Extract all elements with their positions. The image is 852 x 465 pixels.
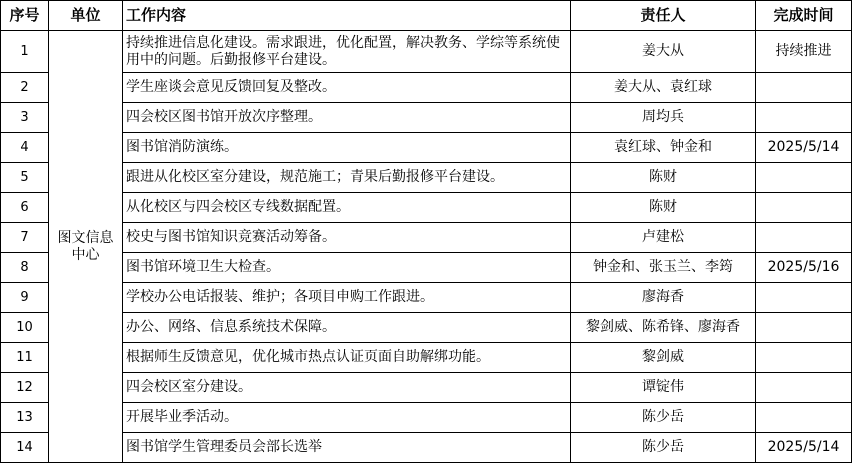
row-owner: 卢建松 xyxy=(571,223,756,253)
row-owner: 黎剑威 xyxy=(571,343,756,373)
row-time xyxy=(756,283,852,313)
row-content: 从化校区与四会校区专线数据配置。 xyxy=(123,193,571,223)
row-time xyxy=(756,193,852,223)
row-index: 14 xyxy=(1,433,49,463)
row-index: 7 xyxy=(1,223,49,253)
table-row xyxy=(1,223,852,253)
table-row xyxy=(1,103,852,133)
row-content: 学校办公电话报装、维护；各项目申购工作跟进。 xyxy=(123,283,571,313)
row-time xyxy=(756,373,852,403)
row-index: 3 xyxy=(1,103,49,133)
row-index: 12 xyxy=(1,373,49,403)
row-content: 四会校区室分建设。 xyxy=(123,373,571,403)
row-time xyxy=(756,103,852,133)
row-owner: 陈少岳 xyxy=(571,403,756,433)
row-content: 根据师生反馈意见，优化城市热点认证页面自助解绑功能。 xyxy=(123,343,571,373)
row-time xyxy=(756,343,852,373)
table-row xyxy=(1,73,852,103)
row-content: 校史与图书馆知识竞赛活动筹备。 xyxy=(123,223,571,253)
table-row xyxy=(1,133,852,163)
row-content: 图书馆消防演练。 xyxy=(123,133,571,163)
table-row xyxy=(1,193,852,223)
row-owner: 姜大从 xyxy=(571,31,756,73)
row-index: 11 xyxy=(1,343,49,373)
row-content: 办公、网络、信息系统技术保障。 xyxy=(123,313,571,343)
row-index: 1 xyxy=(1,31,49,73)
unit-cell: 图文信息中心 xyxy=(49,31,123,463)
row-content: 四会校区图书馆开放次序整理。 xyxy=(123,103,571,133)
header-time: 完成时间 xyxy=(756,1,852,31)
table-row xyxy=(1,253,852,283)
row-time: 2025/5/14 xyxy=(756,133,852,163)
row-index: 8 xyxy=(1,253,49,283)
table-row xyxy=(1,313,852,343)
row-index: 2 xyxy=(1,73,49,103)
row-index: 13 xyxy=(1,403,49,433)
row-time xyxy=(756,73,852,103)
row-owner: 袁红球、钟金和 xyxy=(571,133,756,163)
row-index: 6 xyxy=(1,193,49,223)
row-time: 2025/5/14 xyxy=(756,433,852,463)
header-unit: 单位 xyxy=(49,1,123,31)
row-owner: 黎剑威、陈希锋、廖海香 xyxy=(571,313,756,343)
table-row xyxy=(1,343,852,373)
header-owner: 责任人 xyxy=(571,1,756,31)
row-time: 持续推进 xyxy=(756,31,852,73)
row-owner: 姜大从、袁红球 xyxy=(571,73,756,103)
header-row xyxy=(1,1,852,31)
table-row xyxy=(1,163,852,193)
row-index: 9 xyxy=(1,283,49,313)
table-row xyxy=(1,403,852,433)
row-time xyxy=(756,163,852,193)
table-row xyxy=(1,283,852,313)
row-content: 开展毕业季活动。 xyxy=(123,403,571,433)
row-owner: 周均兵 xyxy=(571,103,756,133)
row-owner: 陈财 xyxy=(571,193,756,223)
header-index: 序号 xyxy=(1,1,49,31)
row-owner: 谭锭伟 xyxy=(571,373,756,403)
row-time xyxy=(756,403,852,433)
row-owner: 陈财 xyxy=(571,163,756,193)
row-index: 10 xyxy=(1,313,49,343)
row-time: 2025/5/16 xyxy=(756,253,852,283)
row-owner: 廖海香 xyxy=(571,283,756,313)
header-content: 工作内容 xyxy=(123,1,571,31)
row-content: 持续推进信息化建设。需求跟进，优化配置，解决教务、学综等系统使用中的问题。后勤报修平台建设。 xyxy=(123,31,571,73)
table-row xyxy=(1,31,852,73)
table-row xyxy=(1,373,852,403)
row-content: 学生座谈会意见反馈回复及整改。 xyxy=(123,73,571,103)
row-time xyxy=(756,313,852,343)
row-owner: 陈少岳 xyxy=(571,433,756,463)
row-time xyxy=(756,223,852,253)
row-index: 5 xyxy=(1,163,49,193)
row-owner: 钟金和、张玉兰、李筠 xyxy=(571,253,756,283)
row-content: 图书馆学生管理委员会部长选举 xyxy=(123,433,571,463)
row-content: 跟进从化校区室分建设，规范施工；青果后勤报修平台建设。 xyxy=(123,163,571,193)
table-row xyxy=(1,433,852,463)
row-index: 4 xyxy=(1,133,49,163)
row-content: 图书馆环境卫生大检查。 xyxy=(123,253,571,283)
